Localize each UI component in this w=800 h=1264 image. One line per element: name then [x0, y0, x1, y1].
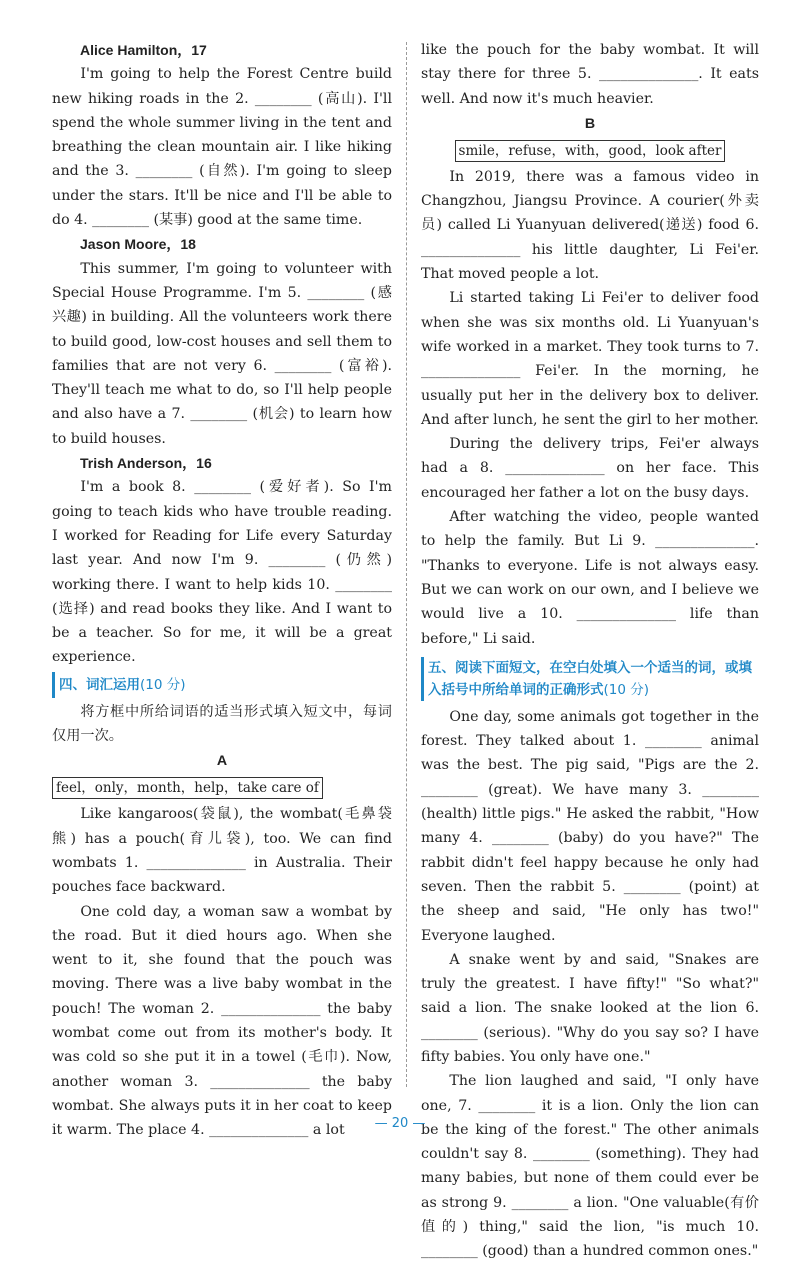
passage-paragraph: 将方框中所给词语的适当形式填入短文中，每词仅用一次。	[52, 703, 392, 745]
word-box-row	[52, 774, 392, 802]
section-heading	[421, 657, 759, 701]
section-title: 四、词汇运用	[59, 676, 140, 693]
word-box: smile，refuse，with，good，look after	[455, 140, 726, 162]
passage-paragraph: Li started taking Li Fei'er to deliver food when she was six months old. Li Yuanyuan's wife worked in a market. They took turns to 7. ______________ Fei'er. In the morning, he usually put her in the delivery box to deliver. And after lunch, he sent the girl to her mother.	[421, 290, 759, 428]
word-box: feel，only，month，help，take care of	[52, 777, 323, 799]
passage-paragraph: like the pouch for the baby wombat. It will stay there for three 5. ______________. It eats well. And now it's much heavier.	[421, 42, 759, 107]
column-divider	[406, 42, 407, 1087]
page-number: — 20 —	[374, 1116, 426, 1131]
passage-paragraph: I'm a book 8. ________ (爱好者). So I'm going to teach kids who have trouble reading. I worked for Reading for Life every Saturday last year. And now I'm 9. ________ (仍然) working there. I want to help kids 10. ________ (选择) and read books they like. And I want to be a teacher. So for me, it will be a great experience.	[52, 479, 392, 666]
passage-paragraph: This summer, I'm going to volunteer with Special House Programme. I'm 5. ________ (感兴趣) in building. All the volunteers work there to build good, low-cost houses and sell them to families that are not very 6. ________ (富裕). They'll teach me what to do, so I'll help people and also have a 7. ________ (机会) to learn how to build houses.	[52, 260, 392, 447]
passage-paragraph: Like kangaroos(袋鼠), the wombat(毛鼻袋熊) has a pouch(育儿袋), too. We can find wombats 1. ______________ in Australia. Their pouches face backward.	[52, 806, 392, 896]
speaker-name: Jason Moore，18	[80, 236, 196, 253]
part-letter: A	[216, 753, 228, 770]
passage-paragraph: The lion laughed and said, "I only have one, 7. ________ it is a lion. Only the lion can be the king of the forest." The other animals couldn't say 8. ________ (something). They had many babies, but none of them could ever be as strong 9. ________ a lion. "One valuable(有价值的) thing," said the lion, "is much 10. ________ (good) than a hundred common ones."	[421, 1073, 759, 1260]
speaker-name: Alice Hamilton，17	[80, 42, 207, 58]
passage-paragraph: In 2019, there was a famous video in Changzhou, Jiangsu Province. A courier(外卖员) called Li Yuanyuan delivered(递送) food 6. ______________ his little daughter, Li Fei'er. That moved people a lot.	[421, 168, 759, 283]
section-heading	[52, 672, 392, 698]
passage-paragraph: I'm going to help the Forest Centre build new hiking roads in the 2. ________ (高山). I'll spend the whole summer living in the tent and breathing the clean mountain air. I like hiking and the 3. ________ (自然). I'm going to sleep under the stars. It'll be nice and I'll be able to do 4. ________ (某事) good at the same time.	[52, 66, 392, 229]
passage-paragraph: One day, some animals got together in the forest. They talked about 1. ________ animal was the best. The pig said, "Pigs are the 2. ________ (great). We have many 3. ________ (health) little pigs." He asked the rabbit, "How many 4. ________ (baby) do you have?" The rabbit didn't feel happy because he only had seven. Then the rabbit 5. ________ (point) at the sheep and said, "He only has two!" Everyone laughed.	[421, 708, 759, 944]
word-box-row	[421, 137, 759, 165]
speaker-name: Trish Anderson，16	[80, 455, 212, 472]
passage-paragraph: After watching the video, people wanted to help the family. But Li 9. ______________. "Thanks to everyone. Life is not always easy. But we can work on our own, and I believe we would live a 10. ______________ life than before," Li said.	[421, 509, 759, 647]
passage-paragraph: One cold day, a woman saw a wombat by the road. But it died hours ago. When she went to it, she found that the pouch was moving. There was a live baby wombat in the pouch! The woman 2. ______________ the baby wombat come out from its mother's body. It was cold so she put it in a towel (毛巾). Now, another woman 3. ______________ the baby wombat. She always puts it in her coat to keep it warm. The place 4. ______________ a lot	[52, 903, 392, 1139]
right-column	[421, 38, 759, 1264]
section-points: (10 分)	[140, 676, 186, 693]
left-column	[52, 38, 392, 1142]
part-letter: B	[584, 115, 596, 132]
passage-paragraph: During the delivery trips, Fei'er always had a 8. ______________ on her face. This encouraged her father a lot on the busy days.	[421, 436, 759, 501]
section-points: (10 分)	[603, 681, 650, 698]
passage-paragraph: A snake went by and said, "Snakes are truly the greatest. I have fifty!" "So what?" said a lion. The snake looked at the lion 6. ________ (serious). "Why do you say so? I have fifty babies. You only have one."	[421, 951, 759, 1065]
section-title: 五、阅读下面短文，在空白处填入一个适当的词，或填入括号中所给单词的正确形式	[428, 659, 752, 698]
